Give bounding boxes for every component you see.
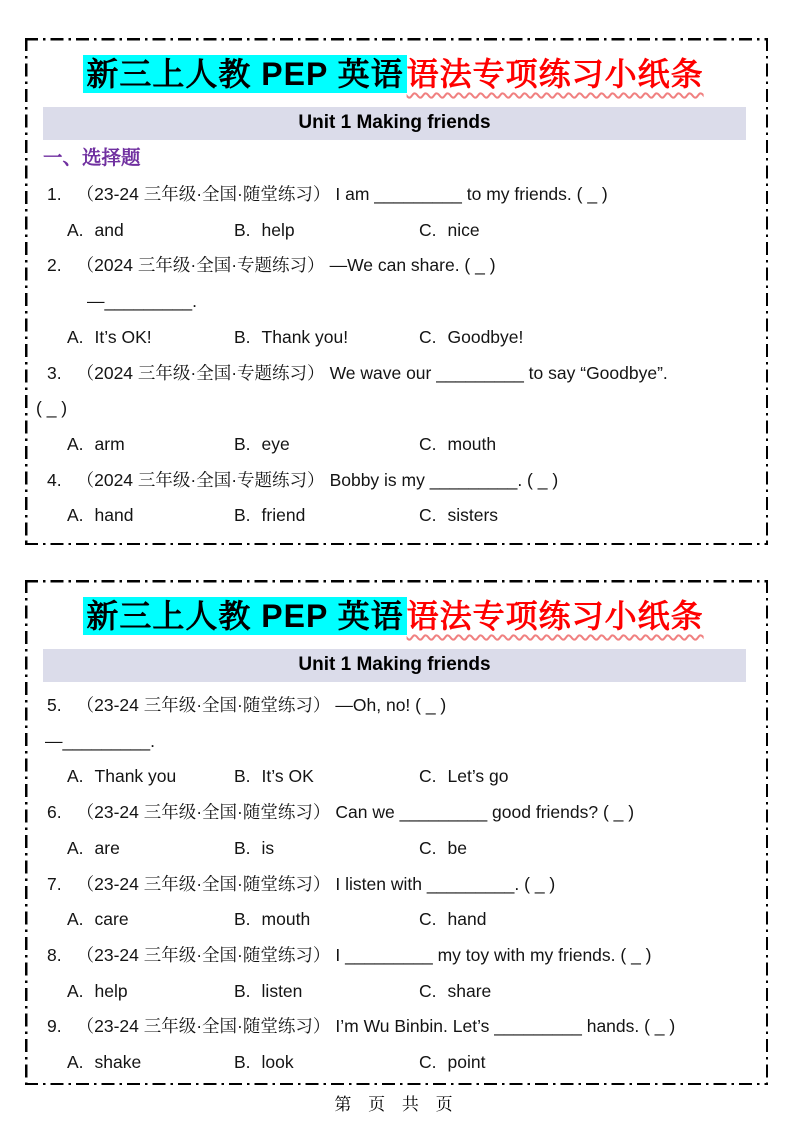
question-6-text bbox=[35, 795, 752, 831]
question-9 bbox=[35, 1009, 752, 1080]
question-1 bbox=[35, 177, 752, 248]
option-c: C. be bbox=[419, 837, 467, 858]
question-stem: Can we _________ good friends? ( _ ) bbox=[335, 802, 635, 823]
question-5-options bbox=[35, 759, 752, 795]
question-number: 4. bbox=[47, 469, 62, 490]
question-number: 3. bbox=[47, 362, 62, 383]
option-c: C. mouth bbox=[419, 433, 497, 454]
card1-questions bbox=[35, 177, 752, 534]
question-source-tag: （23-24 三年级·全国·随堂练习） bbox=[76, 802, 331, 823]
title-red-text: 语法专项练习小纸条 bbox=[406, 598, 704, 634]
question-2-text bbox=[35, 248, 752, 284]
question-stem: —We can share. ( _ ) bbox=[329, 255, 496, 276]
question-3-text bbox=[35, 356, 752, 392]
question-source-tag: （2024 三年级·全国·专题练习） bbox=[76, 362, 325, 383]
question-5 bbox=[35, 688, 752, 795]
title-red-text: 语法专项练习小纸条 bbox=[406, 56, 704, 92]
card2-questions bbox=[35, 688, 752, 1081]
option-a: A. help bbox=[67, 980, 128, 1001]
title-highlighted-text: 新三上人教 PEP 英语 bbox=[83, 597, 406, 635]
question-source-tag: （23-24 三年级·全国·随堂练习） bbox=[76, 944, 331, 965]
question-4-text bbox=[35, 463, 752, 499]
question-stem: We wave our _________ to say “Goodbye”. bbox=[329, 362, 668, 383]
question-source-tag: （23-24 三年级·全国·随堂练习） bbox=[76, 184, 331, 204]
question-7-options bbox=[35, 902, 752, 938]
page-footer: 第 页 共 页 bbox=[334, 1095, 459, 1114]
question-number: 5. bbox=[47, 695, 62, 715]
option-a: A. It’s OK! bbox=[67, 326, 152, 347]
option-b: B. Thank you! bbox=[234, 326, 349, 347]
card2-title bbox=[35, 590, 752, 642]
option-c: C. Goodbye! bbox=[419, 326, 524, 347]
question-8-text bbox=[35, 938, 752, 974]
option-b: B. It’s OK bbox=[234, 766, 314, 787]
option-c: C. hand bbox=[419, 909, 487, 930]
question-6-options bbox=[35, 831, 752, 867]
question-number: 2. bbox=[47, 255, 62, 276]
question-number: 8. bbox=[47, 944, 62, 965]
option-a: A. arm bbox=[67, 433, 125, 454]
question-source-tag: （23-24 三年级·全国·随堂练习） bbox=[76, 873, 331, 894]
question-8-options bbox=[35, 974, 752, 1010]
card1-title bbox=[35, 48, 752, 100]
worksheet-card-1 bbox=[25, 38, 768, 545]
question-number: 6. bbox=[47, 802, 62, 823]
question-5-continuation: —_________. bbox=[45, 730, 155, 751]
question-3-options bbox=[35, 427, 752, 463]
question-9-options bbox=[35, 1045, 752, 1081]
card2-unit-title: Unit 1 Making friends bbox=[43, 649, 746, 682]
question-source-tag: （2024 三年级·全国·专题练习） bbox=[76, 255, 325, 276]
option-c: C. sisters bbox=[419, 505, 499, 526]
question-3 bbox=[35, 356, 752, 463]
question-3-continuation: ( _ ) bbox=[36, 398, 68, 419]
question-5-text bbox=[35, 688, 752, 724]
question-stem: Bobby is my _________. ( _ ) bbox=[329, 469, 559, 490]
question-9-text bbox=[35, 1009, 752, 1045]
option-b: B. eye bbox=[234, 433, 290, 454]
option-a: A. care bbox=[67, 909, 129, 930]
question-number: 1. bbox=[47, 184, 62, 204]
question-2-options bbox=[35, 320, 752, 356]
option-c: C. share bbox=[419, 980, 492, 1001]
worksheet-card-2 bbox=[25, 580, 768, 1085]
question-2-continuation: —_________. bbox=[87, 291, 197, 312]
option-b: B. mouth bbox=[234, 909, 311, 930]
section-heading-choice: 一、选择题 bbox=[43, 147, 141, 169]
option-b: B. look bbox=[234, 1052, 294, 1073]
card1-unit-title: Unit 1 Making friends bbox=[43, 107, 746, 140]
option-c: C. Let’s go bbox=[419, 766, 509, 787]
question-7-text bbox=[35, 867, 752, 903]
question-stem: I listen with _________. ( _ ) bbox=[335, 873, 556, 894]
question-source-tag: （2024 三年级·全国·专题练习） bbox=[76, 469, 325, 490]
question-stem: —Oh, no! ( _ ) bbox=[335, 695, 447, 715]
option-c: C. nice bbox=[419, 219, 480, 240]
option-b: B. help bbox=[234, 219, 295, 240]
question-stem: I am _________ to my friends. ( _ ) bbox=[335, 184, 608, 204]
question-number: 7. bbox=[47, 873, 62, 894]
question-source-tag: （23-24 三年级·全国·随堂练习） bbox=[76, 695, 331, 715]
question-stem: I _________ my toy with my friends. ( _ ) bbox=[335, 944, 652, 965]
question-stem: I’m Wu Binbin. Let’s _________ hands. ( _ ) bbox=[335, 1016, 676, 1037]
question-8 bbox=[35, 938, 752, 1009]
question-1-options bbox=[35, 213, 752, 249]
question-source-tag: （23-24 三年级·全国·随堂练习） bbox=[76, 1016, 331, 1037]
question-1-text bbox=[35, 177, 752, 213]
option-a: A. Thank you bbox=[67, 766, 177, 787]
option-c: C. point bbox=[419, 1052, 486, 1073]
question-number: 9. bbox=[47, 1016, 62, 1037]
option-a: A. are bbox=[67, 837, 120, 858]
option-b: B. friend bbox=[234, 505, 306, 526]
question-4-options bbox=[35, 498, 752, 534]
option-b: B. is bbox=[234, 837, 275, 858]
question-6 bbox=[35, 795, 752, 866]
question-2 bbox=[35, 248, 752, 355]
option-a: A. shake bbox=[67, 1052, 142, 1073]
question-4 bbox=[35, 463, 752, 534]
option-a: A. hand bbox=[67, 505, 134, 526]
title-highlighted-text: 新三上人教 PEP 英语 bbox=[83, 55, 406, 93]
option-a: A. and bbox=[67, 219, 124, 240]
option-b: B. listen bbox=[234, 980, 303, 1001]
question-7 bbox=[35, 867, 752, 938]
